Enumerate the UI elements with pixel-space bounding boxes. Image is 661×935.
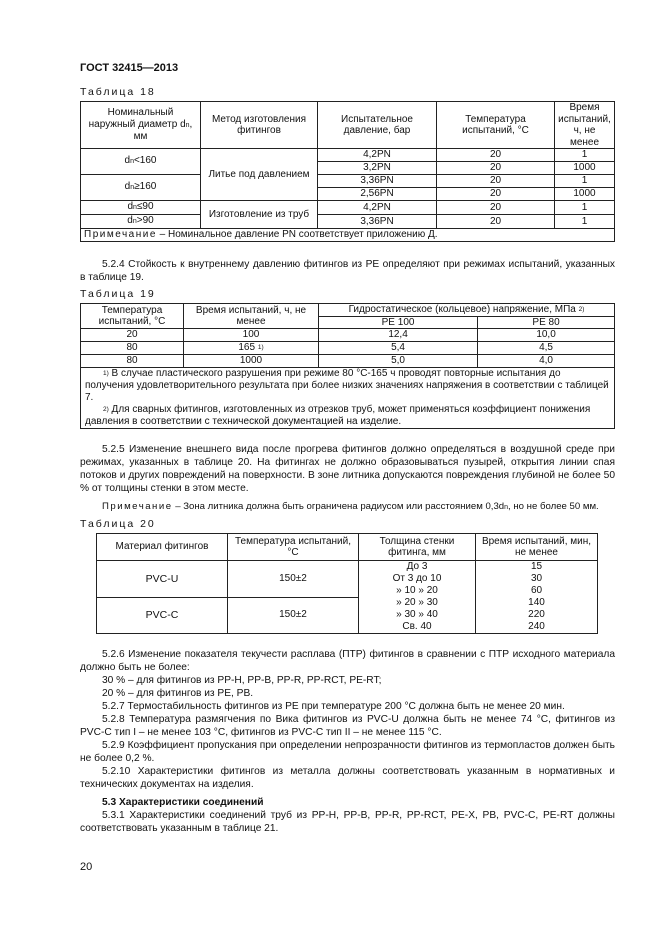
table-row xyxy=(81,329,615,342)
t19-cell: 165 $^{1)}$ xyxy=(184,342,319,355)
paragraph-5-3-1: 5.3.1 Характеристики соединений труб из PP-H, PP-B, PP-R, PP-RCT, PE-X, PB, PVC-C, PE-RT должны соответствовать указанным в таблице 21. xyxy=(80,810,615,834)
table-19-header-row xyxy=(81,304,615,317)
paragraph-5-2-6-a: 30 % – для фитингов из PP-H, PP-B, PP-R, PP-RCT, PE-RT; xyxy=(102,675,382,686)
t19-footnote-1: $^{1)}$ В случае пластического разрушения при режиме 80 °С-165 ч проводят повторные испытания до получения удовлетворительного результата при более низких значениях напряжения в соответствии с таблицей 7. xyxy=(85,368,609,403)
t18-cell: 1 xyxy=(555,175,615,188)
t18-cell: 1000 xyxy=(555,188,615,201)
t18-method-1: Литье под давлением xyxy=(201,149,318,201)
t20-h-thickness: Толщина стенки фитинга, мм xyxy=(359,534,476,561)
t19-cell: 4,5 xyxy=(478,342,615,355)
t18-diam-1: dn<160 xyxy=(81,149,201,175)
table-20-header-row xyxy=(97,534,598,561)
t20-cell: 15 xyxy=(476,561,598,574)
paragraph-5-2-6: 5.2.6 Изменение показателя текучести расплава (ПТР) фитингов в сравнении с ПТР исходного материала должно быть не более: xyxy=(80,649,615,673)
table-19-caption: Таблица 19 xyxy=(80,288,156,300)
t19-cell: 5,4 xyxy=(319,342,478,355)
t18-cell: 1 xyxy=(555,215,615,229)
t19-footnote-2: $^{2)}$ Для сварных фитингов, изготовленных из отрезков труб, может применяться коэффициент понижения давления в соответствии с технической документацией на изделие. xyxy=(85,404,591,427)
table-18-header-row xyxy=(81,102,615,149)
document-header: ГОСТ 32415—2013 xyxy=(80,62,179,74)
t18-method-2: Изготовление из труб xyxy=(201,201,318,229)
t19-cell: 10,0 xyxy=(478,329,615,342)
t18-cell: 20 xyxy=(437,175,555,188)
t18-cell: 3,2PN xyxy=(318,162,437,175)
t19-cell: 4,0 xyxy=(478,355,615,368)
paragraph-5-2-9: 5.2.9 Коэффициент пропускания при определении непрозрачности фитингов из термопластов должен быть не более 0,2 %. xyxy=(80,740,615,764)
paragraph-5-2-7: 5.2.7 Термостабильность фитингов из PE при температуре 200 °С должна быть не менее 20 мин. xyxy=(102,701,565,712)
t18-cell: 4,2PN xyxy=(318,149,437,162)
t19-h-temp: Температура испытаний, °С xyxy=(81,304,184,329)
paragraph-5-2-10: 5.2.10 Характеристики фитингов из металла должны соответствовать указанным в нормативных и технических документах на изделия. xyxy=(80,766,615,790)
t19-footnotes xyxy=(81,368,615,429)
t18-h-pressure: Испытательное давление, бар xyxy=(318,102,437,149)
t18-diam-4: dn>90 xyxy=(81,215,201,229)
t19-cell: 1000 xyxy=(184,355,319,368)
section-5-3-heading: 5.3 Характеристики соединений xyxy=(102,797,264,808)
note-table-20: Примечание – Зона литника должна быть ограничена радиусом или расстоянием 0,3dn, но не более 50 мм. xyxy=(102,501,599,512)
t20-cell: 240 xyxy=(476,621,598,634)
t20-cell: 60 xyxy=(476,585,598,597)
t19-cell: 20 xyxy=(81,329,184,342)
t19-cell: 12,4 xyxy=(319,329,478,342)
t18-cell: 4,2PN xyxy=(318,201,437,215)
t20-cell: » 30 » 40 xyxy=(359,609,476,621)
t18-diam-2: dn≥160 xyxy=(81,175,201,201)
t18-h-method: Метод изготовления фитингов xyxy=(201,102,318,149)
t18-cell: 20 xyxy=(437,188,555,201)
table-19 xyxy=(80,303,615,429)
table-row xyxy=(97,561,598,574)
t20-h-temp: Температура испытаний, °С xyxy=(228,534,359,561)
t20-material-2: PVC-C xyxy=(97,597,228,634)
paragraph-5-2-6-b: 20 % – для фитингов из PE, PB. xyxy=(102,688,254,699)
t18-cell: 3,36PN xyxy=(318,175,437,188)
table-18-caption: Таблица 18 xyxy=(80,86,156,98)
t20-temp-2: 150±2 xyxy=(228,597,359,634)
t19-cell: 100 xyxy=(184,329,319,342)
t19-cell: 80 xyxy=(81,342,184,355)
table-20 xyxy=(96,533,598,634)
t18-cell: 20 xyxy=(437,149,555,162)
table-18-note-row xyxy=(81,229,615,242)
table-18 xyxy=(80,101,615,242)
table-row xyxy=(81,175,615,188)
t20-cell: 220 xyxy=(476,609,598,621)
table-row xyxy=(81,342,615,355)
page-number: 20 xyxy=(80,861,93,873)
t18-cell: 2,56PN xyxy=(318,188,437,201)
t19-cell: 5,0 xyxy=(319,355,478,368)
t20-h-material: Материал фитингов xyxy=(97,534,228,561)
paragraph-5-2-5: 5.2.5 Изменение внешнего вида после прогрева фитингов должно определяться в воздушной среде при режимах, указанных в таблице 20. На фитингах не должно образовываться пузырей, открытия линии спая потоков и других повреждений на поверхности. В зоне литника допускаются повреждения глубиной не более 50 % от толщины стенки в этом месте. xyxy=(80,444,615,494)
paragraph-5-2-4: 5.2.4 Стойкость к внутреннему давлению фитингов из PE определяют при режимах испытаний, указанных в таблице 19. xyxy=(80,259,615,283)
t20-h-time: Время испытаний, мин, не менее xyxy=(476,534,598,561)
table-19-footnotes-row xyxy=(81,368,615,429)
table-row xyxy=(81,215,615,229)
t20-cell: 30 xyxy=(476,573,598,585)
t19-h-stress: Гидростатическое (кольцевое) напряжение, МПа $^{2)}$ xyxy=(319,304,615,317)
t18-h-time: Время испытаний, ч, не менее xyxy=(555,102,615,149)
t18-cell: 1 xyxy=(555,201,615,215)
document-page xyxy=(80,62,615,835)
t20-temp-1: 150±2 xyxy=(228,561,359,598)
t18-cell: 20 xyxy=(437,201,555,215)
t19-h-pe100: PE 100 xyxy=(319,316,478,329)
t18-h-temp: Температура испытаний, °С xyxy=(437,102,555,149)
t20-cell: » 20 » 30 xyxy=(359,597,476,609)
t18-cell: 1000 xyxy=(555,162,615,175)
paragraph-5-2-8: 5.2.8 Температура размягчения по Вика фитингов из PVC-U должна быть не менее 74 °С, фитингов из PVC-C тип I – не менее 103 °С, фитингов из PVC-C тип II – не менее 115 °С. xyxy=(80,714,615,738)
t20-material-1: PVC-U xyxy=(97,561,228,598)
table-row xyxy=(81,149,615,162)
t18-cell: 20 xyxy=(437,215,555,229)
t20-cell: От 3 до 10 xyxy=(359,573,476,585)
t18-cell: 3,36PN xyxy=(318,215,437,229)
t20-cell: 140 xyxy=(476,597,598,609)
t20-cell: » 10 » 20 xyxy=(359,585,476,597)
t19-cell: 80 xyxy=(81,355,184,368)
t19-h-pe80: PE 80 xyxy=(478,316,615,329)
t18-cell: 20 xyxy=(437,162,555,175)
table-20-wrap xyxy=(80,533,615,634)
t18-note: Примечание – Номинальное давление PN соответствует приложению Д. xyxy=(81,229,615,242)
table-row xyxy=(81,355,615,368)
t18-cell: 1 xyxy=(555,149,615,162)
t19-h-time: Время испытаний, ч, не менее xyxy=(184,304,319,329)
t18-diam-3: dn≤90 xyxy=(81,201,201,215)
table-row xyxy=(97,597,598,609)
table-row xyxy=(81,201,615,215)
table-20-caption: Таблица 20 xyxy=(80,518,156,530)
t20-cell: До 3 xyxy=(359,561,476,574)
t20-cell: Св. 40 xyxy=(359,621,476,634)
t18-h-diameter: Номинальный наружный диаметр dn, мм xyxy=(81,102,201,149)
